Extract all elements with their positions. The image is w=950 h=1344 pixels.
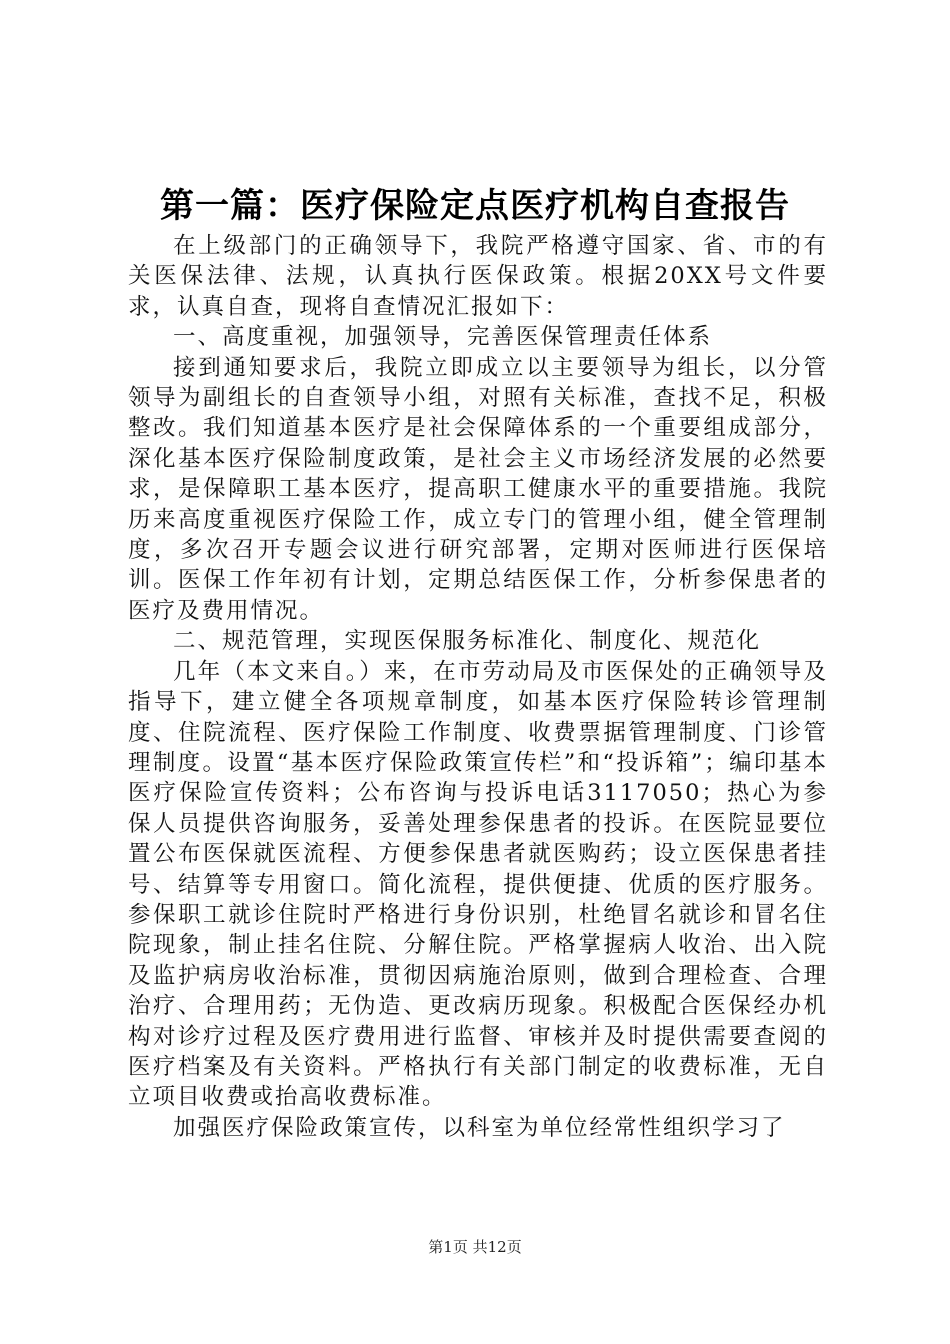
page-total: 共12页 [472,1238,522,1256]
paragraph-section-1: 接到通知要求后，我院立即成立以主要领导为组长，以分管领导为副组长的自查领导小组，对照有关标准，查找不足，积极整改。我们知道基本医疗是社会保障体系的一个重要组成部分，深化基本医疗保险制度政策，是社会主义市场经济发展的必然要求，是保障职工基本医疗，提高职工健康水平的重要措施。我院历来高度重视医疗保险工作，成立专门的管理小组，健全管理制度，多次召开专题会议进行研究部署，定期对医师进行医保培训。医保工作年初有计划，定期总结医保工作，分析参保患者的医疗及费用情况。 [128,354,828,624]
page-number: 第1页 [428,1238,468,1256]
page-footer [0,1236,950,1258]
document-title: 第一篇：医疗保险定点医疗机构自查报告 [160,186,790,226]
document-body [128,231,828,1143]
section-heading-1: 一、高度重视，加强领导，完善医保管理责任体系 [173,324,713,351]
paragraph-intro: 在上级部门的正确领导下，我院严格遵守国家、省、市的有关医保法律、法规，认真执行医保政策。根据20XX号文件要求，认真自查，现将自查情况汇报如下： [128,233,828,320]
section-heading-2: 二、规范管理，实现医保服务标准化、制度化、规范化 [173,628,762,655]
paragraph-section-2: 几年（本文来自。）来，在市劳动局及市医保处的正确领导及指导下，建立健全各项规章制度，如基本医疗保险转诊管理制度、住院流程、医疗保险工作制度、收费票据管理制度、门诊管理制度。设置“基本医疗保险政策宣传栏”和“投诉箱”；编印基本医疗保险宣传资料；公布咨询与投诉电话3117050；热心为参保人员提供咨询服务，妥善处理参保患者的投诉。在医院显要位置公布医保就医流程、方便参保患者就医购药；设立医保患者挂号、结算等专用窗口。简化流程，提供便捷、优质的医疗服务。参保职工就诊住院时严格进行身份识别，杜绝冒名就诊和冒名住院现象，制止挂名住院、分解住院。严格掌握病人收治、出入院及监护病房收治标准，贯彻因病施治原则，做到合理检查、合理治疗、合理用药；无伪造、更改病历现象。积极配合医保经办机构对诊疗过程及医疗费用进行监督、审核并及时提供需要查阅的医疗档案及有关资料。严格执行有关部门制定的收费标准，无自立项目收费或抬高收费标准。 [128,658,828,1111]
paragraph-continued: 加强医疗保险政策宣传，以科室为单位经常性组织学习了 [173,1114,786,1141]
